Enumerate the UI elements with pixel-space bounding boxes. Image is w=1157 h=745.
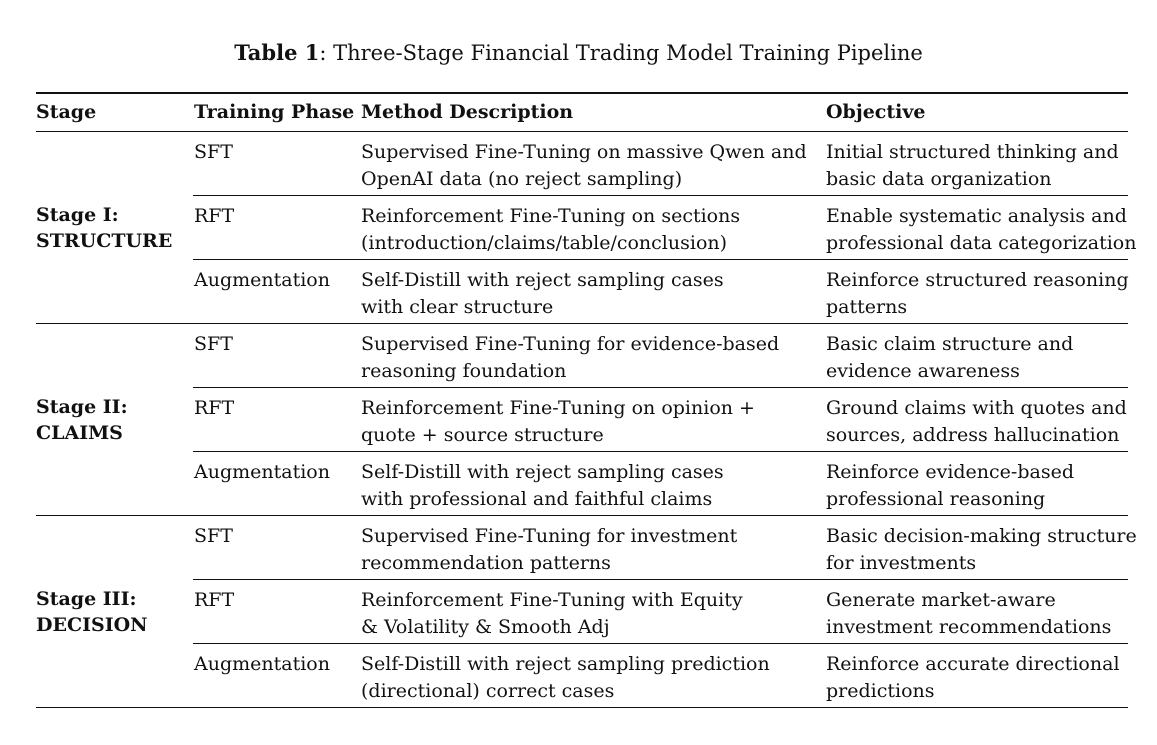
objective-line: Generate market-aware	[826, 589, 1056, 611]
method-cell	[361, 516, 826, 580]
method-cell	[361, 196, 826, 260]
method-line: Supervised Fine-Tuning for evidence-based	[361, 333, 780, 355]
phase-cell: SFT	[193, 516, 361, 580]
table-row	[36, 644, 1128, 708]
objective-line: Reinforce structured reasoning	[826, 269, 1129, 291]
objective-line: Enable systematic analysis and	[826, 205, 1127, 227]
method-line: Reinforcement Fine-Tuning with Equity	[361, 589, 743, 611]
objective-line: Reinforce evidence-based	[826, 461, 1074, 483]
objective-cell	[826, 516, 1137, 580]
method-line: Supervised Fine-Tuning for investment	[361, 525, 738, 547]
phase-cell: RFT	[193, 196, 361, 260]
method-line: Supervised Fine-Tuning on massive Qwen and	[361, 141, 807, 163]
method-cell	[361, 260, 826, 324]
objective-cell	[826, 644, 1128, 708]
phase-cell: Augmentation	[193, 644, 361, 708]
header-training-phase: Training Phase	[193, 93, 361, 132]
objective-line: professional data categorization	[826, 231, 1137, 254]
objective-cell	[826, 452, 1128, 516]
stage-name: Stage II:	[36, 395, 128, 418]
objective-cell	[826, 324, 1128, 388]
objective-cell	[826, 196, 1137, 260]
table-row	[36, 516, 1128, 580]
method-line: reasoning foundation	[361, 359, 567, 382]
objective-cell	[826, 580, 1128, 644]
objective-line: Basic claim structure and	[826, 333, 1074, 355]
method-line: with professional and faithful claims	[361, 487, 713, 510]
stage-name: Stage I:	[36, 203, 119, 226]
stage-label: DECISION	[36, 613, 148, 636]
objective-line: patterns	[826, 295, 908, 318]
objective-line: investment recommendations	[826, 615, 1112, 638]
phase-cell: Augmentation	[193, 260, 361, 324]
table-row	[36, 452, 1128, 516]
method-line: Reinforcement Fine-Tuning on sections	[361, 205, 741, 227]
objective-line: Initial structured thinking and	[826, 141, 1119, 163]
method-line: Self-Distill with reject sampling cases	[361, 461, 724, 483]
stage-cell	[36, 324, 193, 516]
objective-line: evidence awareness	[826, 359, 1020, 382]
method-line: Self-Distill with reject sampling prediction	[361, 653, 770, 675]
caption-label: Table 1	[234, 40, 320, 65]
method-cell	[361, 388, 826, 452]
phase-cell: RFT	[193, 388, 361, 452]
objective-cell	[826, 260, 1128, 324]
table-caption	[0, 40, 1157, 66]
header-stage: Stage	[36, 93, 193, 132]
method-cell	[361, 580, 826, 644]
method-cell	[361, 324, 826, 388]
method-line: Reinforcement Fine-Tuning on opinion +	[361, 397, 755, 419]
table-header-row	[36, 93, 1128, 132]
method-cell	[361, 452, 826, 516]
method-line: quote + source structure	[361, 423, 604, 446]
objective-line: predictions	[826, 679, 935, 702]
table-row	[36, 388, 1128, 452]
objective-line: sources, address hallucination	[826, 423, 1120, 446]
phase-cell: RFT	[193, 580, 361, 644]
table-row	[36, 324, 1128, 388]
training-pipeline-table	[36, 92, 1137, 708]
objective-line: Reinforce accurate directional	[826, 653, 1120, 675]
method-line: Self-Distill with reject sampling cases	[361, 269, 724, 291]
header-objective: Objective	[826, 93, 1128, 132]
phase-cell: SFT	[193, 132, 361, 196]
method-cell	[361, 132, 826, 196]
objective-line: Ground claims with quotes and	[826, 397, 1127, 419]
stage-cell	[36, 516, 193, 708]
caption-text: : Three-Stage Financial Trading Model Training Pipeline	[319, 41, 923, 65]
phase-cell: SFT	[193, 324, 361, 388]
table-row	[36, 196, 1128, 260]
method-cell	[361, 644, 826, 708]
objective-line: basic data organization	[826, 167, 1052, 190]
method-line: recommendation patterns	[361, 551, 611, 574]
objective-cell	[826, 132, 1128, 196]
table-row	[36, 260, 1128, 324]
objective-line: for investments	[826, 551, 977, 574]
table-row	[36, 132, 1128, 196]
stage-label: STRUCTURE	[36, 229, 173, 252]
method-line: & Volatility & Smooth Adj	[361, 615, 610, 638]
header-method-description: Method Description	[361, 93, 826, 132]
objective-line: professional reasoning	[826, 487, 1046, 510]
stage-label: CLAIMS	[36, 421, 123, 444]
stage-name: Stage III:	[36, 587, 137, 610]
method-line: OpenAI data (no reject sampling)	[361, 167, 683, 190]
phase-cell: Augmentation	[193, 452, 361, 516]
method-line: (directional) correct cases	[361, 679, 615, 702]
method-line: with clear structure	[361, 295, 554, 318]
objective-cell	[826, 388, 1128, 452]
stage-cell	[36, 132, 193, 324]
method-line: (introduction/claims/table/conclusion)	[361, 231, 728, 254]
objective-line: Basic decision-making structure	[826, 525, 1137, 547]
table-row	[36, 580, 1128, 644]
